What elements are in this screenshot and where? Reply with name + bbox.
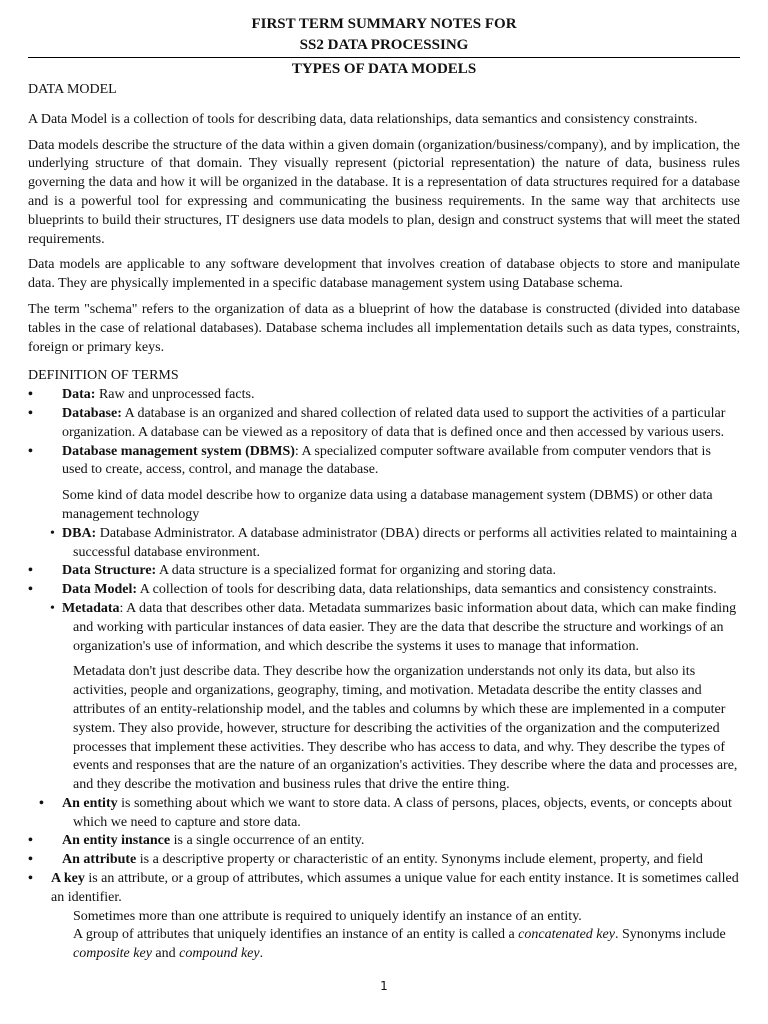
definition-data-structure: A data structure is a specialized format for organizing and storing data. xyxy=(156,563,557,579)
bullet-icon: • xyxy=(28,833,33,849)
note-key-2 xyxy=(28,926,740,964)
term-database: Database: xyxy=(62,405,122,421)
term-entity: An entity xyxy=(62,795,118,811)
definition-key: is an attribute, or a group of attributes, which assumes a unique value for each entity instance. It is sometimes called an identifier. xyxy=(51,871,739,905)
term-data-structure: Data Structure: xyxy=(62,563,157,579)
bullet-icon: • xyxy=(28,443,33,459)
definition-database: A database is an organized and shared collection of related data used to support the activities of a particular organization. A database can be viewed as a repository of data that is defined once and then accessed by various users. xyxy=(62,405,726,440)
paragraph-data-model-description: Data models describe the structure of the data within a given domain (organization/business/company), and by implication, the underlying structure of that domain. They visually represent (pictorial representation) the nature of data, business rules governing the data and how it will be organized in the database. It is a representation of data structures required for a database and is a powerful tool for expressing and communicating the business requirements. In the same way that architects use blueprints to build their structures, IT designers use data models to plan, design and construct systems that will meet the stated requirements. xyxy=(28,137,740,247)
note-key-1: Sometimes more than one attribute is required to uniquely identify an instance of an entity. xyxy=(73,908,582,924)
term-dba: DBA: xyxy=(62,525,97,541)
definition-data: Raw and unprocessed facts. xyxy=(95,387,255,403)
bullet-icon: • xyxy=(28,563,33,579)
document-title-line-2: SS2 DATA PROCESSING xyxy=(299,37,469,53)
term-compound-key: compound key xyxy=(179,946,260,962)
note-key-2-text: A group of attributes that uniquely identifies an instance of an entity is called a xyxy=(73,927,519,943)
bullet-icon: • xyxy=(28,871,33,887)
term-concatenated-key: concatenated key xyxy=(518,927,615,943)
note-key-2-text: . Synonyms include xyxy=(614,927,726,943)
note-dbms: Some kind of data model describe how to organize data using a database management system (DBMS) or other data management technology xyxy=(62,488,713,522)
bullet-icon: • xyxy=(50,525,55,541)
term-attribute: An attribute xyxy=(62,852,137,868)
list-item-dbms xyxy=(28,443,740,481)
section-heading-data-model: DATA MODEL xyxy=(28,82,117,97)
document-subtitle: TYPES OF DATA MODELS xyxy=(291,61,477,77)
definition-list xyxy=(28,386,740,480)
list-item-data xyxy=(28,386,740,405)
term-data: Data: xyxy=(62,387,96,403)
term-dbms: Database management system (DBMS) xyxy=(62,443,295,459)
bullet-icon: • xyxy=(28,387,33,403)
note-metadata: Metadata don't just describe data. They describe how the organization understands not only its data, but also its activities, people and organizations, geography, timing, and motivation. Metadata describe the entity classes and attributes of an entity-relationship model, and the tables and columns by which these are implemented in a computer system. They also provide, however, structure for describing the activities of the organization and the computerized processes that implement these activities. They describe who has access to data, and why. They describe the types of events and responses that are the nature of an organization's activities. They describe where the data and processes are, and they describe the motivation and business rules that drive the entire thing. xyxy=(73,664,738,793)
note-key-2-text: and xyxy=(151,946,180,962)
bullet-icon: • xyxy=(50,600,55,616)
definition-metadata: : A data that describes other data. Metadata summarizes basic information about data, which can make finding and working with particular instances of data easier. They are the data that describe the structure and workings of an organization's use of information, and which describe the systems it uses to manage that information. xyxy=(73,600,737,654)
list-item-entity xyxy=(28,795,740,833)
bullet-icon: • xyxy=(28,405,33,421)
definition-attribute: is a descriptive property or characteristic of an entity. Synonyms include element, property, and field xyxy=(136,852,703,868)
term-composite-key: composite key xyxy=(73,946,152,962)
definition-data-model: A collection of tools for describing data, data relationships, data semantics and consistency constraints. xyxy=(137,582,717,598)
list-item-dba xyxy=(28,525,740,563)
list-item-metadata xyxy=(28,600,740,656)
list-item-data-model xyxy=(28,581,740,600)
section-heading-definition-of-terms: DEFINITION OF TERMS xyxy=(28,368,179,384)
term-data-model: Data Model: xyxy=(62,582,138,598)
list-item-database xyxy=(28,405,740,443)
term-entity-instance: An entity instance xyxy=(62,833,171,849)
page-number: 1 xyxy=(380,979,388,993)
term-metadata: Metadata xyxy=(62,600,120,616)
bullet-icon: • xyxy=(39,795,44,811)
document-page xyxy=(28,14,740,964)
list-item-key xyxy=(28,870,740,908)
paragraph-data-model-definition: A Data Model is a collection of tools for describing data, data relationships, data semantics and consistency constraints. xyxy=(28,111,698,127)
header-divider xyxy=(28,57,740,58)
list-item-attribute xyxy=(28,851,740,870)
term-key: A key xyxy=(51,871,85,887)
bullet-icon: • xyxy=(28,582,33,598)
definition-list-continued xyxy=(28,525,740,657)
list-item-data-structure xyxy=(28,562,740,581)
list-item-entity-instance xyxy=(28,832,740,851)
definition-dbms: : A specialized computer software available from computer vendors that is used to create, access, control, and manage the database. xyxy=(62,443,711,478)
document-title-line-1: FIRST TERM SUMMARY NOTES FOR xyxy=(251,16,517,32)
definition-list-entities xyxy=(28,795,740,908)
paragraph-schema: The term "schema" refers to the organization of data as a blueprint of how the database is constructed (divided into database tables in the case of relational databases). Database schema includes all implementation details such as data types, constraints, foreign or primary keys. xyxy=(28,301,740,355)
bullet-icon: • xyxy=(28,852,33,868)
note-key-2-text: . xyxy=(259,946,264,962)
definition-entity: is something about which we want to store data. A class of persons, places, objects, events, or concepts about which we need to capture and store data. xyxy=(73,795,732,830)
definition-entity-instance: is a single occurrence of an entity. xyxy=(170,833,365,849)
definition-dba: Database Administrator. A database administrator (DBA) directs or performs all activities related to maintaining a successful database environment. xyxy=(73,525,737,560)
paragraph-data-model-applicability: Data models are applicable to any software development that involves creation of database objects to store and manipulate data. They are physically implemented in a specific database management system using Database schema. xyxy=(28,257,740,292)
